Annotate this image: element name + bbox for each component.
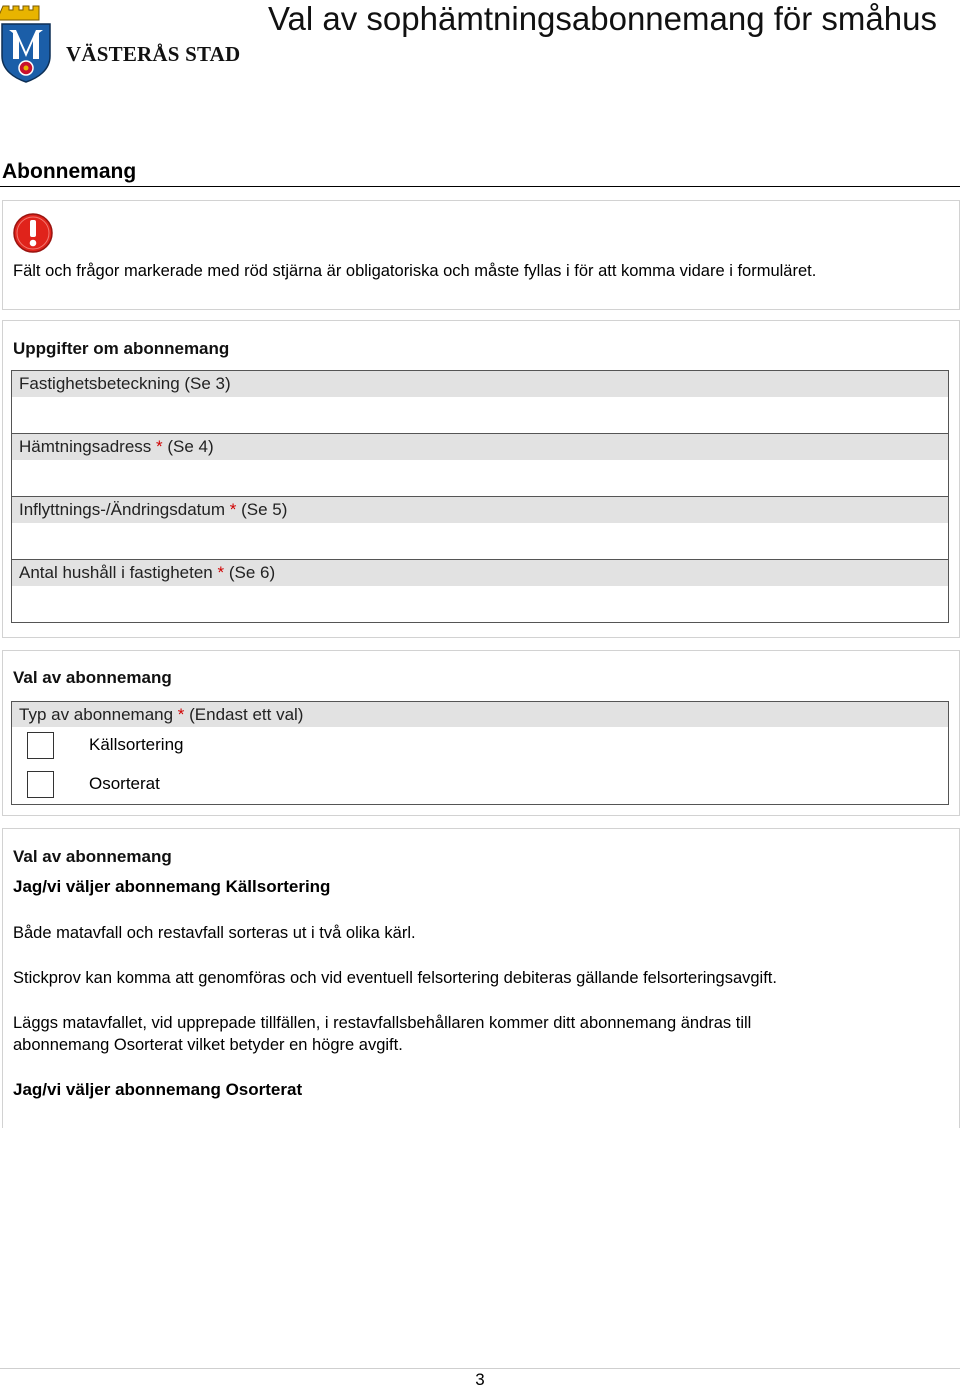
move-in-date-input[interactable] xyxy=(12,523,948,559)
option-kallsortering[interactable] xyxy=(27,732,327,762)
subscription-info-title: Val av abonnemang xyxy=(13,847,172,866)
household-count-input[interactable] xyxy=(12,586,948,622)
field-hint: (Se 6) xyxy=(224,563,276,582)
question-text: Typ av abonnemang xyxy=(19,705,178,724)
field-label-text: Hämtningsadress xyxy=(19,437,157,456)
required-info-text: Fält och frågor markerade med röd stjärna är obligatoriska och måste fyllas i för att komma vidare i formuläret. xyxy=(13,262,817,280)
pickup-address-input[interactable] xyxy=(12,460,948,496)
org-name: VÄSTERÅS STAD xyxy=(66,42,241,66)
field-hint: (Se 4) xyxy=(162,437,214,456)
field-label xyxy=(12,560,948,586)
required-star: * xyxy=(229,500,237,519)
paragraph-sorting: Både matavfall och restavfall sorteras ut i två olika kärl. xyxy=(13,924,416,942)
field-label xyxy=(12,434,948,460)
subscription-details-title: Uppgifter om abonnemang xyxy=(13,339,230,358)
field-label xyxy=(12,497,948,523)
paragraph-change-line2: abonnemang Osorterat vilket betyder en högre avgift. xyxy=(13,1036,403,1054)
field-hint: (Se 5) xyxy=(236,500,288,519)
kallsortering-heading: Jag/vi väljer abonnemang Källsortering xyxy=(13,877,331,896)
osorterat-heading: Jag/vi väljer abonnemang Osorterat xyxy=(13,1080,303,1099)
field-label-text: Fastighetsbeteckning xyxy=(19,374,180,393)
property-designation-input[interactable] xyxy=(12,397,948,433)
subscription-details-fields xyxy=(11,370,949,623)
question-hint: (Endast ett val) xyxy=(184,705,304,724)
section-heading: Abonnemang xyxy=(2,160,137,183)
vasteras-logo xyxy=(0,0,241,90)
option-osorterat[interactable] xyxy=(27,771,327,801)
field-move-in-date xyxy=(11,496,949,559)
subscription-choice-title: Val av abonnemang xyxy=(13,668,172,687)
required-info-panel xyxy=(2,200,960,310)
required-star: * xyxy=(156,437,163,456)
osorterat-checkbox[interactable] xyxy=(27,771,54,798)
page-number: 3 xyxy=(475,1370,485,1389)
document-title: Val av sophämtningsabonnemang för småhus xyxy=(268,0,937,37)
kallsortering-checkbox[interactable] xyxy=(27,732,54,759)
subscription-type-group xyxy=(11,701,949,805)
option-label: Källsortering xyxy=(89,735,184,754)
paragraph-spot-check: Stickprov kan komma att genomföras och vid eventuell felsortering debiteras gällande felsorteringsavgift. xyxy=(13,969,777,987)
exclamation-icon xyxy=(12,212,54,254)
field-pickup-address xyxy=(11,433,949,496)
field-label xyxy=(12,371,948,397)
section-divider xyxy=(0,186,960,187)
option-label: Osorterat xyxy=(89,774,160,793)
subscription-type-label xyxy=(12,702,948,727)
field-label-text: Antal hushåll i fastigheten xyxy=(19,563,218,582)
footer-divider xyxy=(0,1368,960,1369)
field-property-designation xyxy=(11,370,949,433)
required-star: * xyxy=(217,563,225,582)
field-household-count xyxy=(11,559,949,622)
required-star: * xyxy=(177,705,185,724)
field-label-text: Inflyttnings-/Ändringsdatum xyxy=(19,500,230,519)
paragraph-change-line1: Läggs matavfallet, vid upprepade tillfällen, i restavfallsbehållaren kommer ditt abonnemang ändras till xyxy=(13,1014,752,1032)
field-hint: (Se 3) xyxy=(179,374,231,393)
